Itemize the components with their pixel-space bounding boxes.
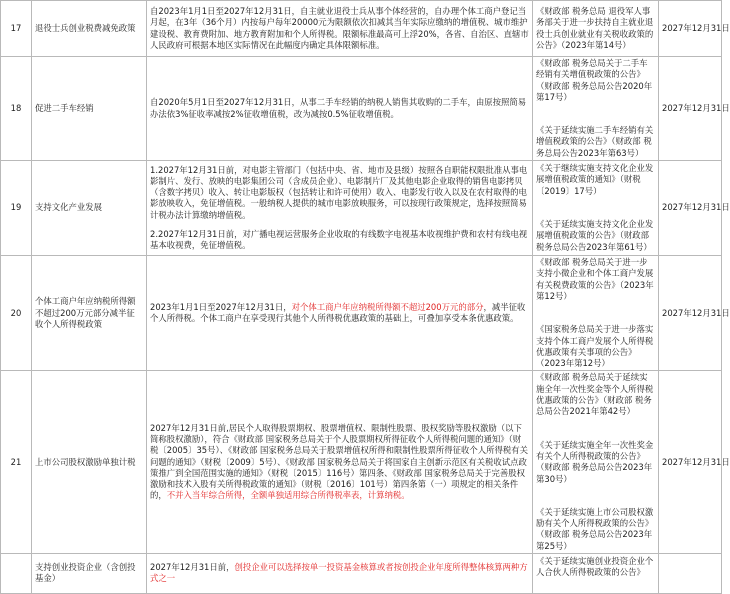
content-text: 2023年1月1日至2027年12月31日， <box>150 301 292 312</box>
expiry-date: 2027年12月31日 <box>659 371 722 554</box>
table-row <box>1 371 722 554</box>
policy-documents <box>533 256 659 371</box>
policy-name: 支持文化产业发展 <box>32 161 147 256</box>
policy-document: 《财政部 税务总局 退役军人事务部关于进一步扶持自主就业退役士兵创业就业有关税收政策的公告》（2023年第14号） <box>536 5 654 50</box>
row-number: 18 <box>1 57 32 161</box>
policy-document: 《国家税务总局关于进一步落实支持个体工商户发展个人所得税优惠政策有关事项的公告》（2023年第12号） <box>536 324 654 369</box>
policy-content <box>147 161 533 256</box>
policy-name: 支持创业投资企业（含创投基金） <box>32 554 147 594</box>
policy-document: 《财政部 税务总局关于延续实施全年一次性奖金等个人所得税优惠政策的公告》（财政部 税务总局公告2021年第42号） <box>536 372 654 417</box>
policy-document: 《财政部 税务总局关于二手车经销有关增值税政策的公告》（财政部 税务总局公告2020年第17号） <box>536 58 653 102</box>
policy-documents <box>533 1 659 57</box>
policy-documents <box>533 554 659 594</box>
policy-name: 退役士兵创业税费减免政策 <box>32 1 147 57</box>
policy-content <box>147 371 533 554</box>
expiry-date: 2027年12月31日 <box>659 256 722 371</box>
expiry-date: 2027年12月31日 <box>659 161 722 256</box>
policy-name: 促进二手车经销 <box>32 57 147 161</box>
policy-documents <box>533 57 659 161</box>
policy-document: 《财政部 税务总局关于进一步支持小微企业和个体工商户发展有关税费政策的公告》（2023年第12号） <box>536 257 654 301</box>
content-text: 2027年12月31日前,居民个人取得股票期权、股票增值权、限制性股票、股权奖励等股权激励（以下简称股权激励），符合《财政部 国家税务总局关于个人股票期权所得征收个人所得税问题的通知》（财税〔2005〕35号）、《财政部 国家税务总局关于股票增值权所得和限制性股票所得征收个人所得税有关问题的通知》（财税〔2009〕5号）、《财政部 国家税务总局关于将国家自主创新示范区有关税收试点政策推广到全国范围实施的通知》（财税〔2015〕116号）第四条、《财政部 国家税务总局关于完善股权激励和技术入股有关所得税政策的通知》（财税〔2016〕101号）第四条第（一）项规定的相关条件的， <box>150 422 528 501</box>
expiry-date: 2027年12月31日 <box>659 57 722 161</box>
policy-documents <box>533 161 659 256</box>
row-number: 17 <box>1 1 32 57</box>
table-row <box>1 256 722 371</box>
content-text: 2027年12月31日前， <box>150 562 235 573</box>
expiry-date <box>659 554 722 594</box>
table-row <box>1 57 722 161</box>
policy-content: 自2023年1月1日至2027年12月31日，自主就业退役士兵从事个体经营的，自办理个体工商户登记当月起，在3年（36个月）内按每户每年20000元为限额依次扣减其当年实际应缴纳的增值税、城市维护建设税、教育费附加、地方教育附加和个人所得税。限额标准最高可上浮20%，各省、自治区、直辖市人民政府可根据本地区实际情况在此幅度内确定具体限额标准。 <box>147 1 533 57</box>
row-number: 20 <box>1 256 32 371</box>
policy-content-item: 1.2027年12月31日前，对电影主管部门（包括中央、省、地市及县级）按照各自职能权限批准从事电影制片、发行、放映的电影集团公司（含成员企业）、电影制片厂及其他电影企业取得的销售电影拷贝（含数字拷贝）收入、转让电影版权（包括转让和许可使用）收入、电影发行收入以及在农村取得的电影放映收入，免征增值税。一般纳税人提供的城市电影放映服务，可以按现行政策规定，选择按照简易计税办法计算缴纳增值税。 <box>150 164 528 220</box>
content-highlight: 对个体工商户年应纳税所得额不超过200万元的部分 <box>291 301 484 312</box>
content-text: ，减半征收个人所得税。个体工商户在享受现行其他个人所得税优惠政策的基础上，可叠加享受本条优惠政策。 <box>150 301 526 324</box>
policy-name: 上市公司股权激励单独计税 <box>32 371 147 554</box>
policy-document: 《关于延续实施全年一次性奖金有关个人所得税政策的公告》（财政部 税务总局公告2023年第30号） <box>536 439 654 484</box>
row-number: 19 <box>1 161 32 256</box>
policy-name: 个体工商户年应纳税所得额不超过200万元部分减半征收个人所得税政策 <box>32 256 147 371</box>
row-number: 21 <box>1 371 32 554</box>
policy-content <box>147 554 533 594</box>
row-number <box>1 554 32 594</box>
policy-documents <box>533 371 659 554</box>
policy-content <box>147 256 533 371</box>
table-row <box>1 161 722 256</box>
content-highlight: 创投企业可以选择按单一投资基金核算或者按创投企业年度所得整体核算两种方式之一 <box>150 562 528 584</box>
policy-content-item: 2.2027年12月31日前，对广播电视运营服务企业收取的有线数字电视基本收视维护费和农村有线电视基本收视费，免征增值税。 <box>150 229 528 251</box>
policy-document: 《关于延续实施支持文化企业发展增值税政策的公告》（财政部 税务总局公告2023年第61号） <box>536 219 654 252</box>
expiry-date: 2027年12月31日 <box>659 1 722 57</box>
policy-document: 《关于延续实施二手车经销有关增值税政策的公告》（财政部 税务总局公告2023年第63号） <box>536 125 654 158</box>
table-row <box>1 554 722 594</box>
policy-document: 《关于延续实施创业投资企业个人合伙人所得税政策的公告》 <box>536 556 654 578</box>
policy-content: 自2020年5月1日至2027年12月31日，从事二手车经销的纳税人销售其收购的二手车，由原按照简易办法依3%征收率减按2%征收增值税，改为减按0.5%征收增值税。 <box>147 57 533 161</box>
content-highlight: 不并入当年综合所得，全额单独适用综合所得税率表，计算纳税。 <box>166 490 410 501</box>
policy-document: 《关于继续实施支持文化企业发展增值税政策的通知》（财税〔2019〕17号） <box>536 163 654 196</box>
policy-document: 《关于延续实施上市公司股权激励有关个人所得税政策的公告》（财政部 税务总局公告2023年第25号） <box>536 506 654 551</box>
table-row <box>1 1 722 57</box>
